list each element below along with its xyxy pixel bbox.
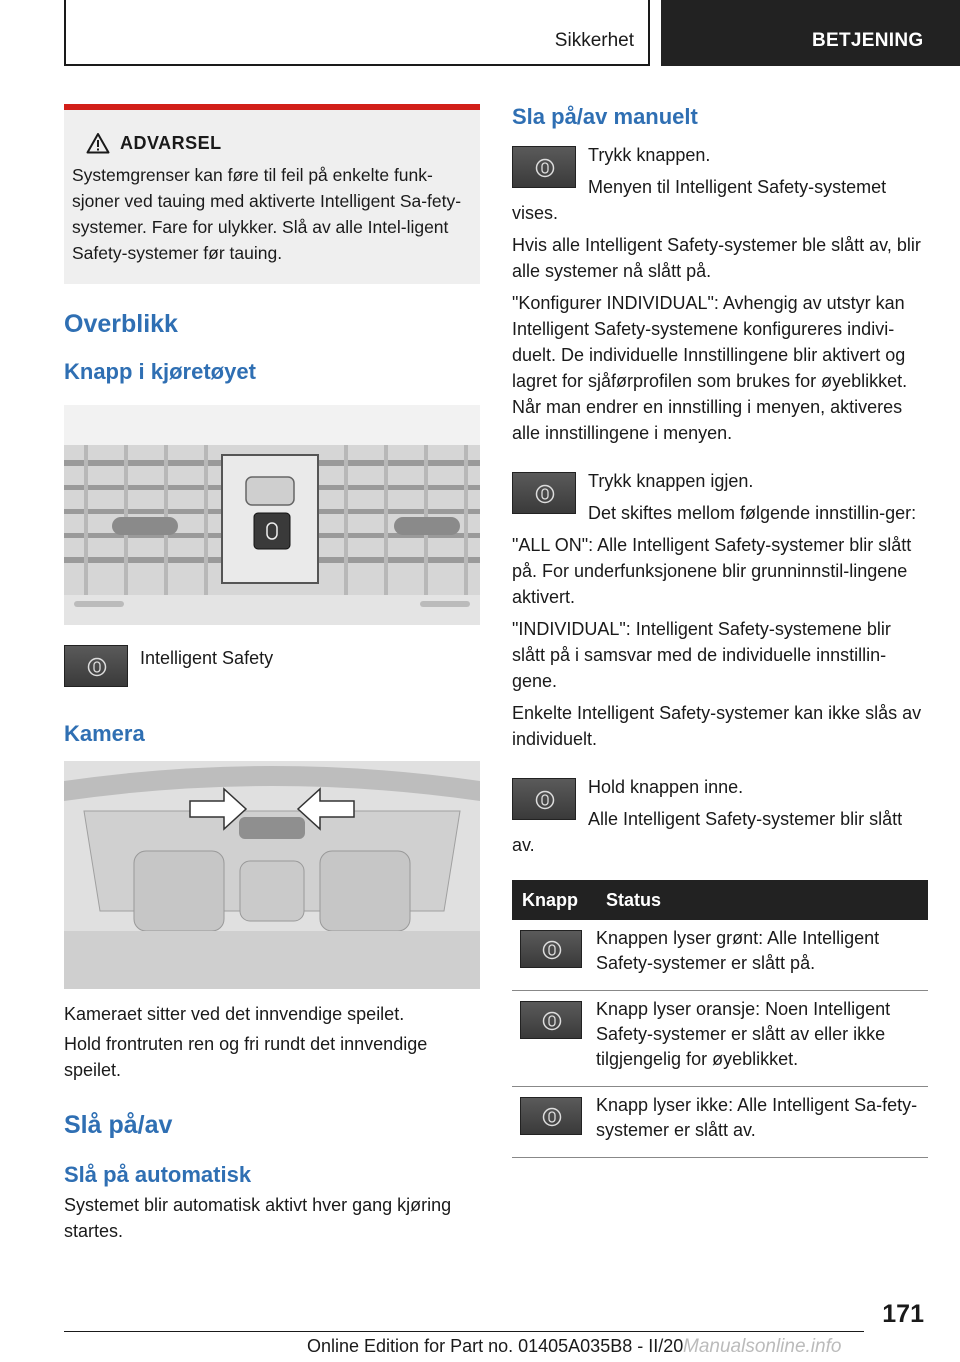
camera-illustration <box>64 761 480 989</box>
manual-text-2: "Konfigurer INDIVIDUAL": Avhengig av utstyr kan Intelligent Safety-systemene konfigureres indivi-duelt. De individuelle Innstillingene blir aktivert og lagret for sjåførprofilen som brukes for øyeblikket. Når man endrer en innstilling i menyen, aktiveres alle innstillingene i menyen. <box>512 293 908 443</box>
right-column <box>512 104 928 1158</box>
button-illustration <box>64 405 480 625</box>
table-header-button: Knapp <box>512 880 596 920</box>
table-cell-icon <box>512 920 596 991</box>
camera-text-1: Kameraet sitter ved det innvendige speilet. <box>64 1004 405 1024</box>
table-cell-status: Knapp lyser oransje: Noen Intelligent Safety-systemer er slått av eller ikke tilgjengelig for øyeblikket. <box>596 991 928 1087</box>
warning-text: Systemgrenser kan føre til feil på enkelte funk-sjoner ved tauing med aktiverte Intelligent Sa-fety-systemer. Fare for ulykker. Slå av alle Intel-ligent Safety-systemer før tauing. <box>72 165 462 263</box>
chapter-title: BETJENING <box>812 30 924 51</box>
step-press-button <box>512 142 928 226</box>
warning-box <box>64 104 480 284</box>
heading-camera: Kamera <box>64 721 145 746</box>
step1-line1: Trykk knappen. <box>588 145 711 165</box>
heading-overview: Overblikk <box>64 310 178 338</box>
intelligent-safety-button-icon <box>520 1001 582 1039</box>
manual-text-1: Hvis alle Intelligent Safety-systemer ble slått av, blir alle systemer nå slått på. <box>512 235 921 281</box>
heading-auto-on: Slå på automatisk <box>64 1162 252 1187</box>
step2-line1: Trykk knappen igjen. <box>588 471 754 491</box>
status-table <box>512 880 928 1158</box>
table-cell-status: Knappen lyser grønt: Alle Intelligent Safety-systemer er slått på. <box>596 920 928 991</box>
intelligent-safety-button-icon <box>520 1097 582 1135</box>
step2-line2: Det skiftes mellom følgende innstillin-ger: <box>588 503 917 523</box>
button-caption: Intelligent Safety <box>140 648 274 668</box>
camera-text-2: Hold frontruten ren og fri rundt det innvendige speilet. <box>64 1034 428 1080</box>
table-cell-icon <box>512 991 596 1087</box>
table-row <box>512 1087 928 1158</box>
step1-line2: Menyen til Intelligent Safety-systemet vises. <box>512 177 887 223</box>
heading-manual-on-off: Sla på/av manuelt <box>512 104 698 129</box>
manual-text-3: "ALL ON": Alle Intelligent Safety-systemer blir slått på. For underfunksjonene blir grunninnstil-lingene aktivert. <box>512 535 912 607</box>
auto-on-text: Systemet blir automatisk aktivt hver gang kjøring startes. <box>64 1195 452 1241</box>
intelligent-safety-button-icon <box>512 472 576 514</box>
header-section-box <box>64 0 650 66</box>
intelligent-safety-button-icon <box>512 778 576 820</box>
watermark: Manualsonline.info <box>683 1336 842 1357</box>
step3-line1: Hold knappen inne. <box>588 777 744 797</box>
manual-text-4: "INDIVIDUAL": Intelligent Safety-systemene blir slått på i samsvar med de individuelle innstillin-gene. <box>512 619 891 691</box>
page-number: 171 <box>882 1300 924 1328</box>
heading-button-in-vehicle: Knapp i kjøretøyet <box>64 359 256 384</box>
table-cell-status: Knapp lyser ikke: Alle Intelligent Sa-fety-systemer er slått av. <box>596 1087 928 1158</box>
intelligent-safety-button-icon <box>520 930 582 968</box>
step-hold-button <box>512 774 928 858</box>
warning-triangle-icon <box>86 132 110 154</box>
button-legend <box>64 645 480 687</box>
intelligent-safety-button-icon <box>64 645 128 687</box>
table-row <box>512 991 928 1087</box>
footer-divider <box>64 1331 864 1332</box>
manual-text-5: Enkelte Intelligent Safety-systemer kan ikke slås av individuelt. <box>512 703 922 749</box>
table-header-row <box>512 880 928 920</box>
table-header-status: Status <box>596 880 928 920</box>
chapter-tab <box>661 0 960 66</box>
warning-heading: ADVARSEL <box>120 132 222 153</box>
intelligent-safety-button-icon <box>512 146 576 188</box>
step-press-again <box>512 468 928 526</box>
warning-title <box>72 132 470 154</box>
table-cell-icon <box>512 1087 596 1158</box>
left-column <box>64 104 480 1244</box>
footer-edition: Online Edition for Part no. 01405A035B8 - II/20 <box>307 1336 684 1356</box>
step3-line2: Alle Intelligent Safety-systemer blir slått av. <box>512 809 903 855</box>
section-title: Sikkerhet <box>554 30 634 51</box>
table-row <box>512 920 928 991</box>
heading-on-off: Slå på/av <box>64 1111 173 1139</box>
page-header <box>64 0 960 66</box>
